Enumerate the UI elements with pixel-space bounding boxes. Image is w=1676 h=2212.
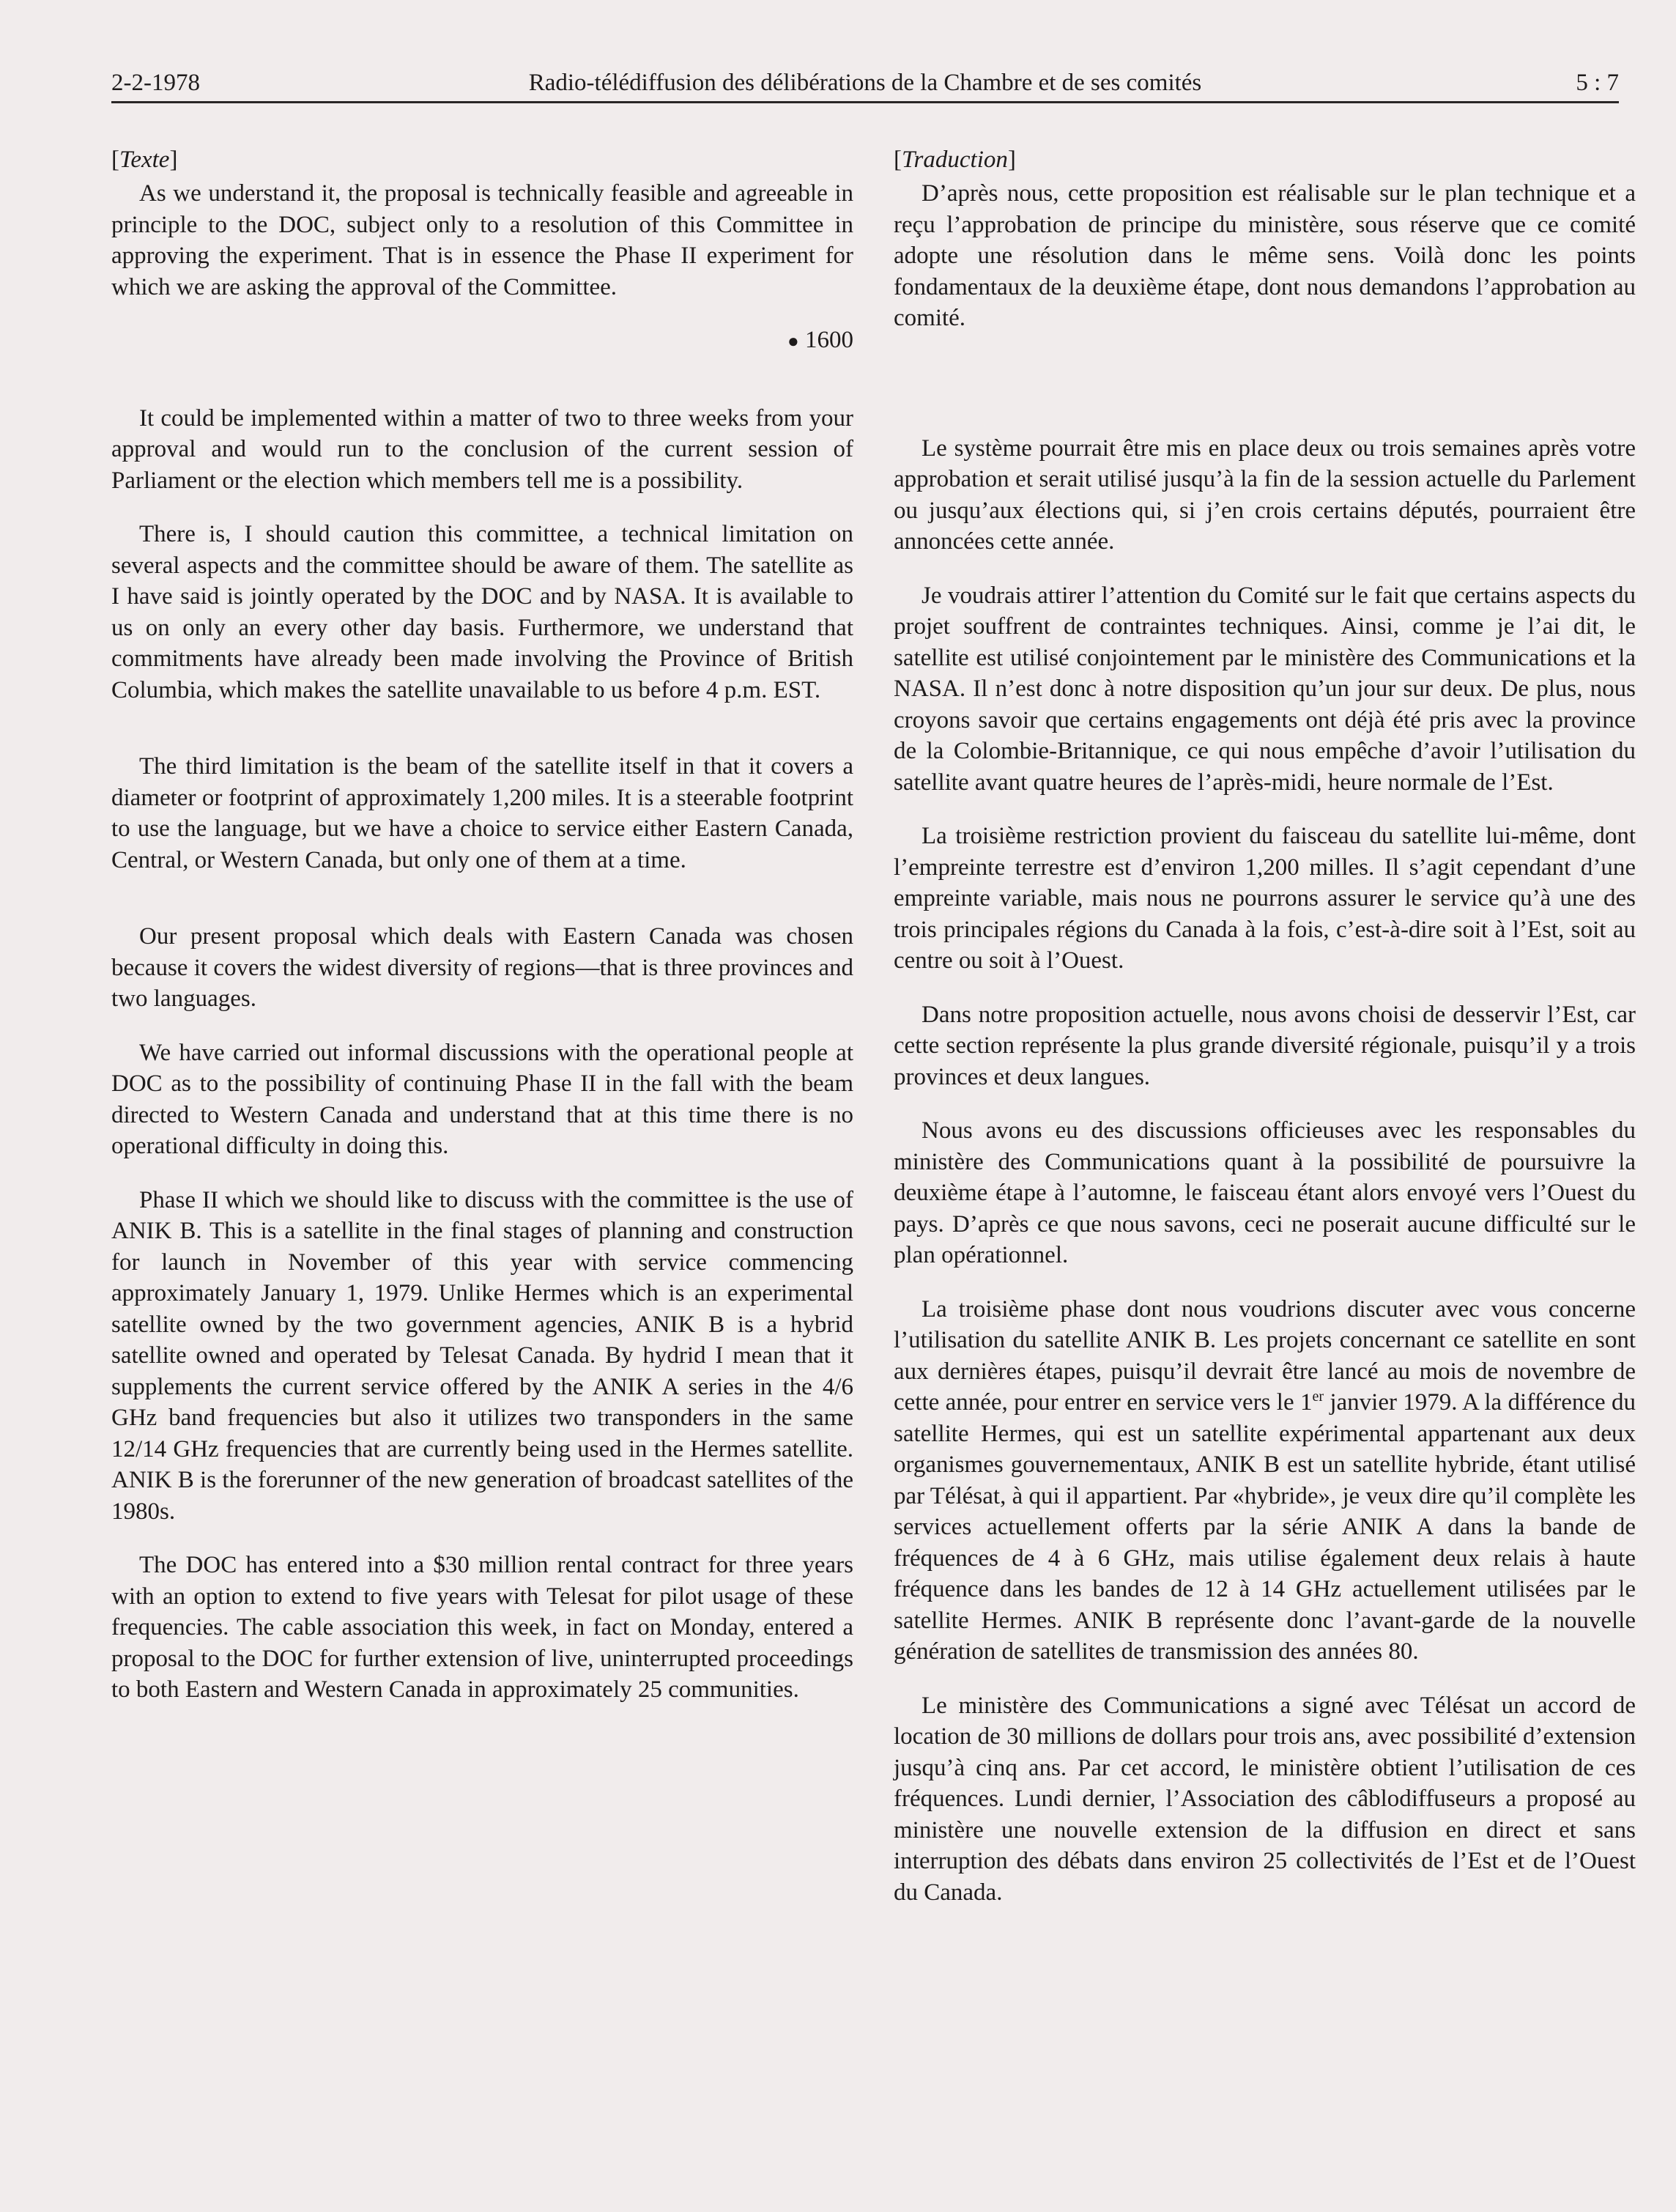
time-marker: ● 1600 [787,327,853,353]
header-date: 2-2-1978 [111,70,200,96]
column-heading-texte: [Texte] [111,147,178,173]
paragraph: It could be implemented within a matter of two to three weeks from your approval and would run to the conclusion of the current session of Parliament or the election which members tell me is a possibility. [111,404,853,494]
paragraph: There is, I should caution this committee, a technical limitation on several aspects and the committee should be aware of them. The satellite as I have said is jointly operated by the DOC and by NASA. It is available to us on only an every other day basis. Furthermore, we understand that commitments have already been made involving the Province of British Columbia, which makes the satellite unavailable to us before 4 p.m. EST. [111,521,853,703]
french-column [894,143,1636,1908]
paragraph: La troisième restriction provient du faisceau du satellite lui-même, dont l’empreinte terrestre est d’environ 1,200 milles. Il s’agit cependant d’une empreinte variable, mais nous ne pourrons assurer le service qu’à une des trois principales régions du Canada à la fois, c’est-à-dire soit à l’Est, soit au centre ou soit à l’Ouest. [894,823,1636,974]
running-header [111,64,1619,103]
paragraph: We have carried out informal discussions with the operational people at DOC as to the possibility of continuing Phase II in the fall with the beam directed to Western Canada and understand that at this time there is no operational difficulty in doing this. [111,1039,853,1159]
paragraph: Je voudrais attirer l’attention du Comité sur le fait que certains aspects du projet souffrent de contraintes techniques. Ainsi, comme je l’ai dit, le satellite est utilisé conjointement par le ministère des Communications et la NASA. Il n’est donc à notre disposition qu’un jour sur deux. De plus, nous croyons savoir que certains engagements ont déjà été pris avec la province de la Colombie-Britannique, ce qui nous empêche d’avoir l’utilisation du satellite avant quatre heures de l’après-midi, heure normale de l’Est. [894,582,1636,796]
paragraph: The third limitation is the beam of the satellite itself in that it covers a diameter or footprint of approximately 1,200 miles. It is a steerable footprint to use the language, but we have a choice to service either Eastern Canada, Central, or Western Canada, but only one of them at a time. [111,753,853,873]
paragraph: Le ministère des Communications a signé avec Télésat un accord de location de 30 millions de dollars pour trois ans, avec possibilité d’extension jusqu’à cinq ans. Par cet accord, le ministère obtient l’utilisation de ces fréquences. Lundi dernier, l’Association des câblodiffuseurs a proposé au ministère une nouvelle extension de la diffusion en direct et sans interruption des débats dans environ 25 collectivités de l’Est et de l’Ouest du Canada. [894,1692,1636,1906]
paragraph: La troisième phase dont nous voudrions discuter avec vous concerne l’utilisation du satellite ANIK B. Les projets concernant ce satellite en sont aux dernières étapes, puisqu’il devrait être lancé au mois de novembre de cette année, pour entrer en service vers le 1er janvier 1979. A la différence du satellite Hermes, qui est un satellite expérimental appartenant aux deux organismes gouvernementaux, ANIK B est un satellite hybride, étant utilisé par Télésat, à qui il appartient. Par «hybride», je veux dire qu’il complète les services actuellement offerts par la série ANIK A dans la bande de fréquences de 4 à 6 GHz, mais utilise également deux relais à haute fréquence dans les bandes de 12 à 14 GHz actuellement utilisées par le satellite Hermes. ANIK B représente donc l’avant-garde de la nouvelle génération de satellites de transmission des années 80. [894,1295,1636,1665]
paragraph: Nous avons eu des discussions officieuses avec les responsables du ministère des Communications quant à la possibilité de poursuivre la deuxième étape à l’automne, le faisceau étant alors envoyé vers l’Ouest du pays. D’après ce que nous savons, ceci ne poserait aucune difficulté sur le plan opérationnel. [894,1117,1636,1268]
page-number: 5 : 7 [1576,70,1619,96]
column-heading-traduction: [Traduction] [894,147,1016,173]
paragraph: Dans notre proposition actuelle, nous avons choisi de desservir l’Est, car cette section représente la plus grande diversité régionale, puisqu’il y a trois provinces et deux langues. [894,1001,1636,1090]
paragraph: The DOC has entered into a $30 million rental contract for three years with an option to extend to five years with Telesat for pilot usage of these frequencies. The cable association this week, in fact on Monday, entered a proposal to the DOC for further extension of live, uninterrupted proceedings to both Eastern and Western Canada in approximately 25 communities. [111,1552,853,1703]
english-column [111,143,853,1706]
paragraph: Le système pourrait être mis en place deux ou trois semaines après votre approbation et serait utilisé jusqu’à la fin de la session actuelle du Parlement ou jusqu’aux élections qui, si j’en crois certains députés, pourraient être annoncées cette année. [894,434,1636,555]
header-title: Radio-télédiffusion des délibérations de la Chambre et de ses comités [528,70,1202,96]
paragraph: As we understand it, the proposal is technically feasible and agreeable in principle to the DOC, subject only to a resolution of this Committee in approving the experiment. That is in essence the Phase II experiment for which we are asking the approval of the Committee. [111,180,853,300]
paragraph: Our present proposal which deals with Eastern Canada was chosen because it covers the widest diversity of regions—that is three provinces and two languages. [111,923,853,1012]
bullet-icon: ● [787,330,799,352]
paragraph: Phase II which we should like to discuss with the committee is the use of ANIK B. This is a satellite in the final stages of planning and construction for launch in November of this year with service commencing approximately January 1, 1979. Unlike Hermes which is an experimental satellite owned by the two government agencies, ANIK B is a hybrid satellite owned and operated by Telesat Canada. By hydrid I mean that it supplements the current service offered by the ANIK A series in the 4/6 GHz band frequencies but also it utilizes two transponders in the same 12/14 GHz frequencies that are currently being used in the Hermes satellite. ANIK B is the forerunner of the new generation of broadcast satellites of the 1980s. [111,1186,853,1525]
paragraph: D’après nous, cette proposition est réalisable sur le plan technique et a reçu l’approbation de principe du ministère, sous réserve que ce comité adopte une résolution dans le même sens. Voilà donc les points fondamentaux de la deuxième étape, dont nous demandons l’approbation au comité. [894,180,1636,331]
